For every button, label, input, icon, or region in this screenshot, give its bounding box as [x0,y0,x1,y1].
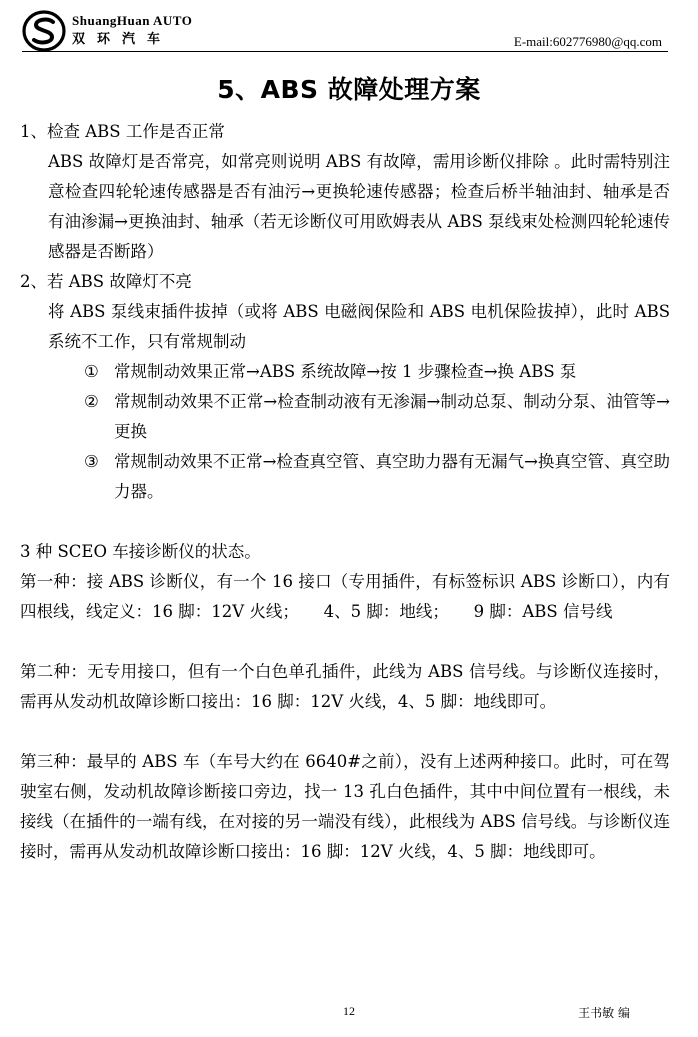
section2-body: 将 ABS 泵线束插件拔掉（或将 ABS 电磁阀保险和 ABS 电机保险拔掉），此时 ABS 系统不工作，只有常规制动 [48,302,670,351]
list-item-number: ② [84,392,99,411]
list-item [20,447,670,507]
list-item-text: 常规制动效果正常→ABS 系统故障→按 1 步骤检查→换 ABS 泵 [114,362,577,381]
connector-type-1: 第一种：接 ABS 诊断仪，有一个 16 接口（专用插件，有标签标识 ABS 诊断口），内有四根线，线定义：16 脚：12V 火线； 4、5 脚：地线； 9 脚：ABS 信号线 [20,572,670,621]
header-email: E-mail:602776980@qq.com [513,34,662,49]
list-item-number: ③ [84,452,99,471]
brand-logo [22,8,192,54]
list-item-text: 常规制动效果不正常→检查真空管、真空助力器有无漏气→换真空管、真空助力器。 [114,452,670,501]
editor-credit: 王书敏 编 [578,1006,630,1020]
header-divider [22,51,668,52]
list-item [20,387,670,447]
page-number: 12 [343,1004,355,1018]
spacer [20,627,670,657]
page-title: 5、ABS 故障处理方案 [217,75,481,104]
section1-heading: 1、检查 ABS 工作是否正常 [20,122,225,141]
list-item-number: ① [84,362,99,381]
section3-heading: 3 种 SCEO 车接诊断仪的状态。 [20,542,261,561]
brand-name-english: ShuangHuan AUTO [72,13,193,28]
spacer [20,507,670,537]
document-body [20,117,670,867]
shuanghuan-logo-icon [22,9,66,53]
list-item [20,357,670,387]
connector-type-3: 第三种：最早的 ABS 车（车号大约在 6640#之前），没有上述两种接口。此时，可在驾驶室右侧，发动机故障诊断接口旁边，找一 13 孔白色插件，其中中间位置有一根线，未接线（在插件的一端有线，在对接的另一端没有线），此根线为 ABS 信号线。与诊断仪连接时，需再从发动机故障诊断口接出：16 脚：12V 火线，4、5 脚：地线即可。 [20,752,670,861]
section1-body: ABS 故障灯是否常亮，如常亮则说明 ABS 有故障，需用诊断仪排除 。此时需特别注意检查四轮轮速传感器是否有油污→更换轮速传感器；检查后桥半轴油封、轴承是否有油渗漏→更换油封、轴承（若无诊断仪可用欧姆表从 ABS 泵线束处检测四轮轮速传感器是否断路） [48,152,670,261]
spacer [20,717,670,747]
list-item-text: 常规制动效果不正常→检查制动液有无渗漏→制动总泵、制动分泵、油管等→更换 [114,392,670,441]
section2-heading: 2、若 ABS 故障灯不亮 [20,272,192,291]
connector-type-2: 第二种：无专用接口，但有一个白色单孔插件，此线为 ABS 信号线。与诊断仪连接时，需再从发动机故障诊断口接出：16 脚：12V 火线，4、5 脚：地线即可。 [20,662,670,711]
brand-name-chinese: 双环汽车 [72,32,173,47]
